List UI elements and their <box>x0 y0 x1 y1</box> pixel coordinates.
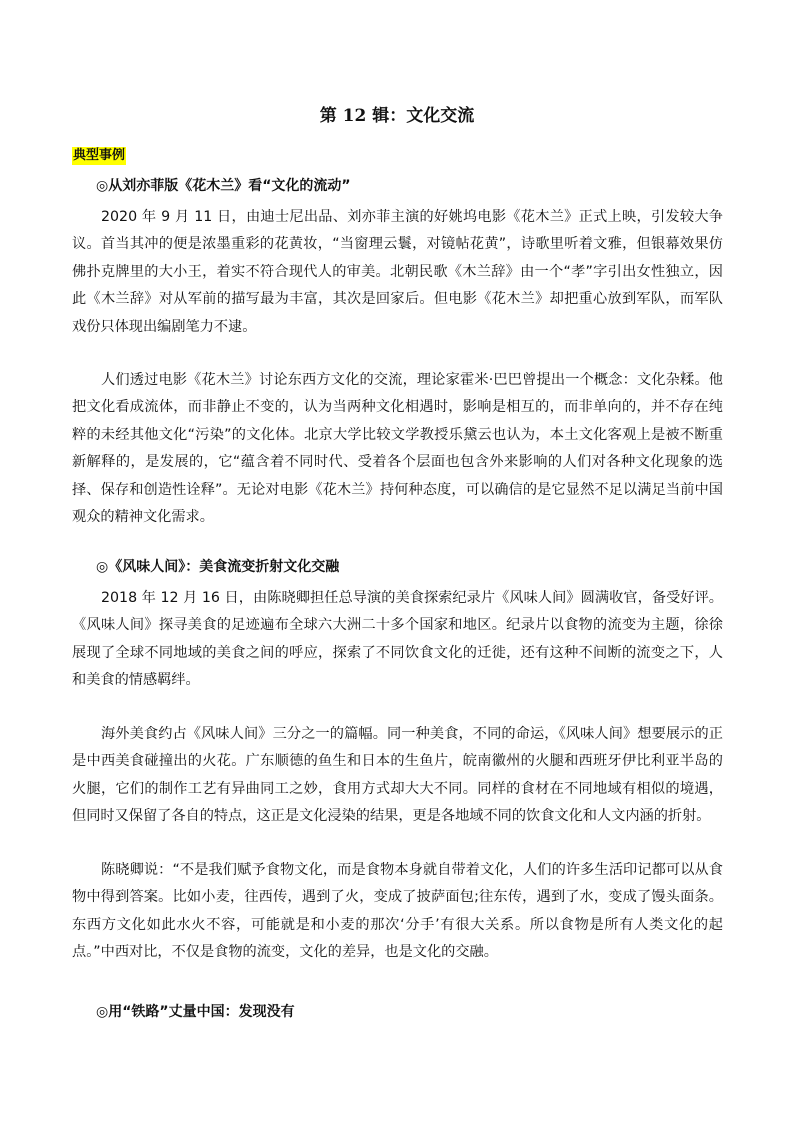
page-title: 第 12 辑：文化交流 <box>319 106 475 126</box>
category-tag: 典型事例 <box>73 148 126 163</box>
paragraph: 陈晓卿说：“不是我们赋予食物文化，而是食物本身就自带着文化，人们的许多生活印记都可以从食物中得到答案。比如小麦，往西传，遇到了火，变成了披萨面包;往东传，遇到了水，变成了馒头面条。东西方文化如此水火不容，可能就是和小麦的那次‘分手’有很大关系。所以食物是所有人类文化的起点。”中西对比，不仅是食物的流变，文化的差异，也是文化的交融。 <box>72 862 723 961</box>
section-heading-railway: ◎用“铁路”丈量中国：发现没有 <box>96 1004 295 1020</box>
paragraph: 海外美食约占《风味人间》三分之一的篇幅。同一种美食，不同的命运，《风味人间》想要展示的正是中西美食碰撞出的火花。广东顺德的鱼生和日本的生鱼片，皖南徽州的火腿和西班牙伊比利亚半岛的火腿，它们的制作工艺有异曲同工之妙，食用方式却大大不同。同样的食材在不同地域有相似的境遇，但同时又保留了各自的特点，这正是文化浸染的结果，更是各地域不同的饮食文化和人文内涵的折射。 <box>72 726 723 825</box>
section-heading-flavor: ◎《风味人间》：美食流变折射文化交融 <box>96 559 340 575</box>
paragraph: 2020 年 9 月 11 日，由迪士尼出品、刘亦菲主演的好姚坞电影《花木兰》正式上映，引发较大争议。首当其冲的便是浓墨重彩的花黄妆，“当窗理云鬟，对镜帖花黄”，诗歌里听着文雅，但银幕效果仿佛扑克牌里的大小王，着实不符合现代人的审美。北朝民歌《木兰辞》由一个“孝”字引出女性独立，因此《木兰辞》对从军前的描写最为丰富，其次是回家后。但电影《花木兰》却把重心放到军队，而军队戏份只体现出编剧笔力不逮。 <box>72 209 723 335</box>
paragraph: 2018 年 12 月 16 日，由陈晓卿担任总导演的美食探索纪录片《风味人间》圆满收官，备受好评。《风味人间》探寻美食的足迹遍布全球六大洲二十多个国家和地区。纪录片以食物的流变为主题，徐徐展现了全球不同地域的美食之间的呼应，探索了不同饮食文化的迁徙，还有这种不间断的流变之下，人和美食的情感羁绊。 <box>72 590 723 689</box>
section-heading-mulan: ◎从刘亦菲版《花木兰》看“文化的流动” <box>96 178 351 194</box>
paragraph: 人们透过电影《花木兰》讨论东西方文化的交流，理论家霍米·巴巴曾提出一个概念：文化杂糅。他把文化看成流体，而非静止不变的，认为当两种文化相遇时，影响是相互的，而非单向的，并不存在纯粹的未经其他文化“污染”的文化体。北京大学比较文学教授乐黛云也认为，本土文化客观上是被不断重新解释的，是发展的，它“蕴含着不同时代、受着各个层面也包含外来影响的人们对各种文化现象的选择、保存和创造性诠释”。无论对电影《花木兰》持何种态度，可以确信的是它显然不足以满足当前中国观众的精神文化需求。 <box>72 372 723 526</box>
